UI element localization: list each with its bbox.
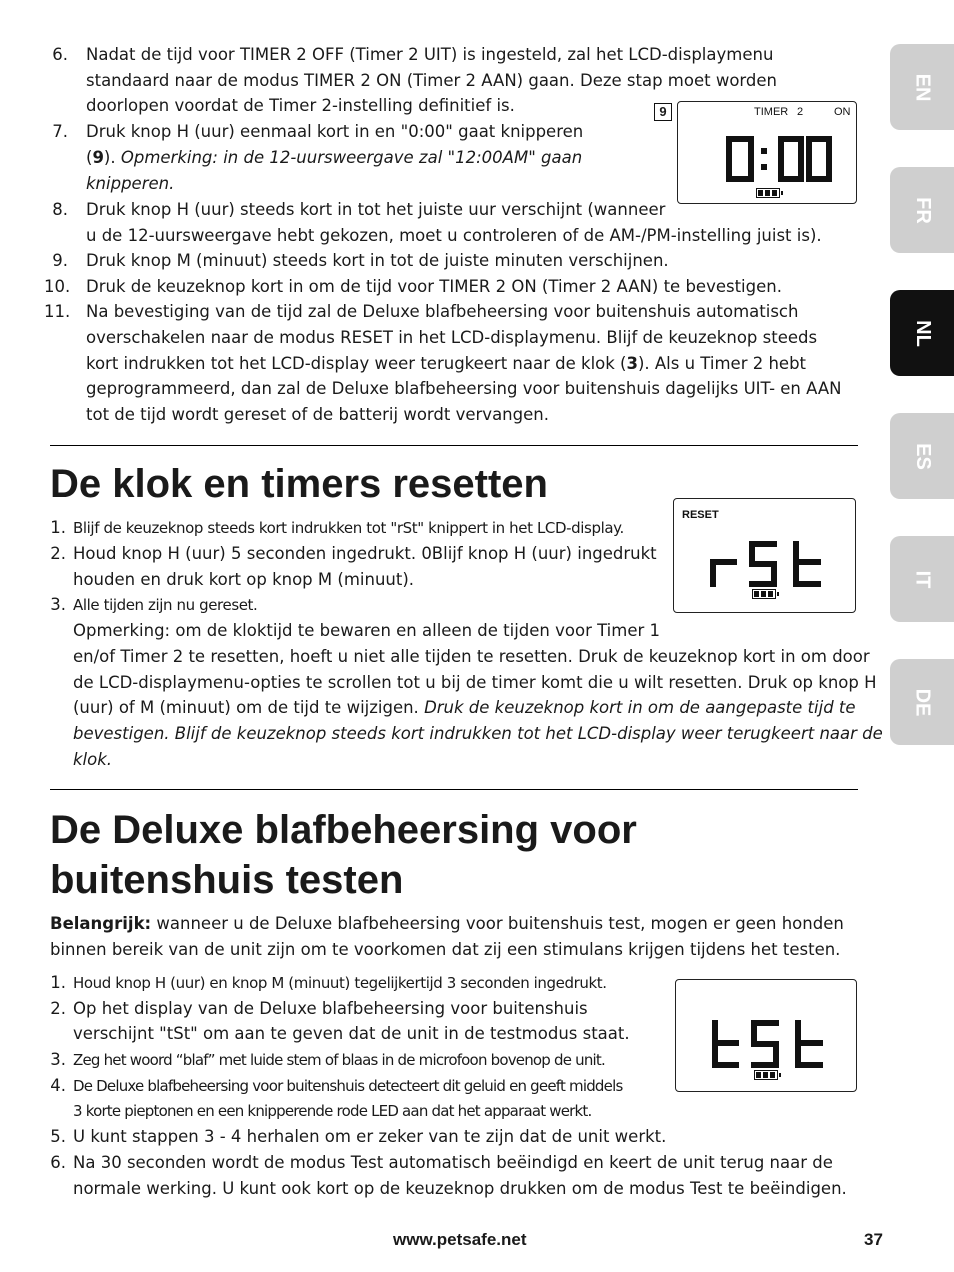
list-item-text: overschakelen naar de modus RESET in het LCD-displaymenu. Blijf de keuzeknop steeds [86,328,818,347]
lcd-label-on: ON [834,106,851,118]
lcd-figure-timer [677,101,857,204]
section-title-test-line1: De Deluxe blafbeheersing voor [50,808,637,852]
divider [50,789,858,790]
list-item-text: Na bevestiging van de tijd zal de Deluxe blafbeheersing voor buitenshuis automatisch [86,302,799,321]
text-part: ). Als u Timer 2 hebt [637,354,807,373]
note-italic: Druk de keuzeknop kort in om de aangepaste tijd te [424,698,856,717]
tab-de[interactable] [890,659,954,745]
paren-close: ). [103,148,116,167]
lcd-figure-reset [673,498,856,613]
list-item-number: 7. [52,122,68,141]
tab-fr[interactable] [890,167,954,253]
list-item-text: De Deluxe blafbeheersing voor buitenshuis detecteert dit geluid en geeft middels [73,1077,623,1095]
paren-open: ( [86,148,93,167]
list-item-text: Na 30 seconden wordt de modus Test automatisch beëindigd en keert de unit terug naar de [73,1153,833,1172]
list-item-text: Zeg het woord “blaf” met luide stem of blaas in de microfoon bovenop de unit. [73,1051,605,1069]
list-item-text: Houd knop H (uur) 5 seconden ingedrukt. 0Blijf knop H (uur) ingedrukt [73,544,657,563]
note-text [73,695,856,721]
list-item-number: 5. [50,1127,66,1146]
list-item-number: 1. [50,518,66,537]
list-item-number: 9. [52,251,68,270]
list-item-text: Alle tijden zijn nu gereset. [73,596,258,614]
lcd-label-reset: RESET [682,509,719,521]
list-item-number: 3. [50,595,66,614]
list-item-text [86,351,806,377]
section-title-test-line2: buitenshuis testen [50,858,404,902]
lcd-figure-test [675,979,857,1092]
list-item-number: 4. [50,1076,66,1095]
figure-ref: 9 [92,148,104,167]
battery-icon [756,188,780,198]
figure-ref: 3 [626,354,638,373]
list-item-number: 3. [50,1050,66,1069]
note-text: de LCD-displaymenu-opties te scrollen tot u bij de timer komt die u wilt resetten. Druk op knop H [73,673,877,692]
note-plain: (uur) of M (minuut) om de tijd te wijzigen. [73,698,419,717]
list-item-text: Druk knop H (uur) eenmaal kort in en "0:00" gaat knipperen [86,122,584,141]
footer-url[interactable]: www.petsafe.net [393,1230,527,1249]
note-text: klok. [73,750,113,769]
tab-it[interactable] [890,536,954,622]
list-item-text: Op het display van de Deluxe blafbeheersing voor buitenshuis [73,999,588,1018]
list-item-text: Houd knop H (uur) en knop M (minuut) tegelijkertijd 3 seconden ingedrukt. [73,974,607,992]
lcd-label-2: 2 [797,106,804,118]
list-item-text: doorlopen voordat de Timer 2-instelling definitief is. [86,96,515,115]
list-item-text: u de 12-uursweergave hebt gekozen, moet u controleren of de AM-/PM-instelling juist is). [86,226,822,245]
list-item-text: Nadat de tijd voor TIMER 2 OFF (Timer 2 UIT) is ingesteld, zal het LCD-displaymenu [86,45,774,64]
lcd-label-timer: TIMER [754,106,789,118]
list-item-number: 6. [52,45,68,64]
list-item-number: 2. [50,544,66,563]
list-item-text: normale werking. U kunt ook kort op de keuzeknop drukken om de modus Test te beëindigen. [73,1179,847,1198]
note-italic: Opmerking: in de 12-uursweergave zal "12:00AM" gaan [120,148,583,167]
tab-en[interactable] [890,44,954,130]
tab-es-label: ES [911,442,934,470]
tab-fr-label: FR [911,196,934,224]
list-item-number: 11. [44,302,71,321]
lcd-digits-tst [710,1018,830,1070]
tab-it-label: IT [911,570,934,588]
tab-nl[interactable] [890,290,954,376]
tab-de-label: DE [911,688,934,716]
divider [50,445,858,446]
list-item-number: 1. [50,973,66,992]
list-item-text [86,145,582,171]
important-text: binnen bereik van de unit zijn om te voorkomen dat zij een stimulans krijgen tijdens het testen. [50,940,841,959]
list-item-text: Druk de keuzeknop kort in om de tijd voor TIMER 2 ON (Timer 2 AAN) te bevestigen. [86,277,782,296]
note-text: Opmerking: om de kloktijd te bewaren en alleen de tijden voor Timer 1 [73,621,661,640]
list-item-number: 10. [44,277,71,296]
list-item-text: Druk knop M (minuut) steeds kort in tot de juiste minuten verschijnen. [86,251,669,270]
important-text [50,911,844,937]
list-item-number: 8. [52,200,68,219]
section-title-reset: De klok en timers resetten [50,462,548,506]
list-item-text: standaard naar de modus TIMER 2 ON (Timer 2 AAN) gaan. Deze stap moet worden [86,71,777,90]
battery-icon [752,589,776,599]
list-item-number: 6. [50,1153,66,1172]
list-item-text: knipperen. [86,174,175,193]
text-part: kort indrukken tot het LCD-display weer terugkeert naar de klok ( [86,354,627,373]
tab-en-label: EN [911,73,934,101]
lcd-digits-rst [708,539,828,589]
important-body: wanneer u de Deluxe blafbeheersing voor buitenshuis test, mogen er geen honden [156,914,844,933]
note-text: bevestigen. Blijf de keuzeknop steeds kort indrukken tot het LCD-display weer terugkeert naar de [73,724,883,743]
page-number: 37 [864,1230,883,1249]
list-item-text: houden en druk kort op knop M (minuut). [73,570,415,589]
battery-icon [754,1070,778,1080]
lcd-digits-0-00 [724,134,834,184]
note-text: en/of Timer 2 te resetten, hoeft u niet alle tijden te resetten. Druk de keuzeknop kort in om door [73,647,870,666]
list-item-text: verschijnt "tSt" om aan te geven dat de unit in de testmodus staat. [73,1024,630,1043]
list-item-text: U kunt stappen 3 - 4 herhalen om er zeker van te zijn dat de unit werkt. [73,1127,667,1146]
list-item-text: Blijf de keuzeknop steeds kort indrukken tot "rSt" knippert in het LCD-display. [73,519,624,537]
list-item-text: Druk knop H (uur) steeds kort in tot het juiste uur verschijnt (wanneer [86,200,666,219]
important-label: Belangrijk: [50,914,152,933]
tab-nl-label: NL [911,319,934,347]
list-item-number: 2. [50,999,66,1018]
tab-es[interactable] [890,413,954,499]
figure-number: 9 [654,103,672,121]
list-item-text: geprogrammeerd, dan zal de Deluxe blafbeheersing voor buitenshuis dagelijks UIT- en AAN [86,379,842,398]
list-item-text: tot de tijd wordt gereset of de batterij wordt vervangen. [86,405,549,424]
list-item-text: 3 korte pieptonen en een knipperende rode LED aan dat het apparaat werkt. [73,1102,592,1120]
